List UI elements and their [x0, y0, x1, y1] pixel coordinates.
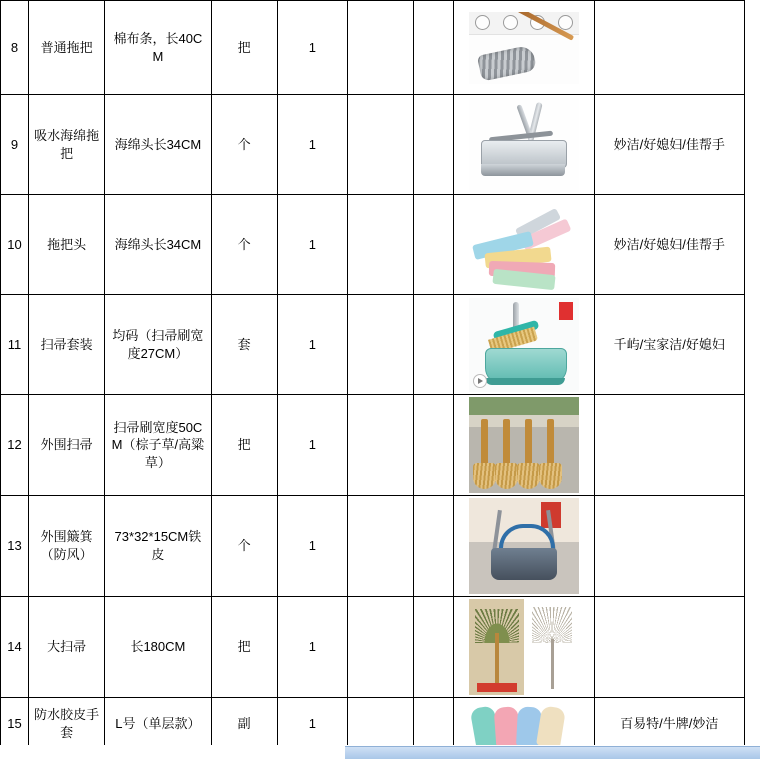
row-image-cell	[454, 597, 594, 698]
toolbar-icon-2	[503, 15, 518, 30]
row-spec: L号（单层款）	[105, 698, 211, 750]
large-broom-product-image	[469, 599, 579, 695]
row-name: 吸水海绵拖把	[29, 95, 105, 195]
row-col-e	[347, 1, 413, 95]
row-col-f	[414, 295, 454, 395]
row-name: 拖把头	[29, 195, 105, 295]
row-col-f	[414, 1, 454, 95]
row-col-f	[414, 195, 454, 295]
row-col-f	[414, 395, 454, 496]
row-index: 10	[1, 195, 29, 295]
broom-shape	[503, 419, 510, 467]
row-spec: 海绵头长34CM	[105, 95, 211, 195]
broom-bristles-shape	[532, 607, 572, 643]
row-image-cell	[454, 295, 594, 395]
row-image-cell	[454, 496, 594, 597]
row-qty: 1	[277, 597, 347, 698]
row-name: 外围簸箕（防风）	[29, 496, 105, 597]
row-col-f	[414, 698, 454, 750]
row-name: 扫帚套装	[29, 295, 105, 395]
mop-product-image	[469, 12, 579, 84]
row-brand: 千屿/宝家洁/好媳妇	[594, 295, 744, 395]
glove-shape	[536, 705, 566, 747]
dustpan-set-product-image	[469, 298, 579, 392]
row-brand: 百易特/牛牌/妙洁	[594, 698, 744, 750]
row-col-e	[347, 698, 413, 750]
row-brand	[594, 496, 744, 597]
row-unit: 把	[211, 597, 277, 698]
row-qty: 1	[277, 395, 347, 496]
sponge-mop-product-image	[469, 98, 579, 192]
outdoor-broom-product-image	[469, 397, 579, 493]
table-row[interactable]	[1, 1, 745, 95]
promo-tag	[559, 302, 573, 320]
broom-handle-shape	[551, 639, 554, 689]
row-qty: 1	[277, 496, 347, 597]
table-row[interactable]	[1, 95, 745, 195]
table-row[interactable]	[1, 698, 745, 750]
row-qty: 1	[277, 295, 347, 395]
broom-photo-left	[469, 599, 524, 695]
table-row[interactable]	[1, 496, 745, 597]
row-spec: 均码（扫帚刷宽度27CM）	[105, 295, 211, 395]
row-image-cell	[454, 698, 594, 750]
broom-shape	[547, 419, 554, 467]
row-qty: 1	[277, 95, 347, 195]
row-index: 9	[1, 95, 29, 195]
mop-sponge-shape	[481, 164, 565, 176]
row-col-e	[347, 395, 413, 496]
row-col-f	[414, 597, 454, 698]
row-name: 普通拖把	[29, 1, 105, 95]
row-col-e	[347, 496, 413, 597]
row-image-cell	[454, 395, 594, 496]
row-spec: 棉布条，长40CM	[105, 1, 211, 95]
row-qty: 1	[277, 195, 347, 295]
dustpan-lip-shape	[485, 378, 565, 385]
play-icon[interactable]	[473, 374, 487, 388]
windproof-dustpan-product-image	[469, 498, 579, 594]
table-row[interactable]	[1, 597, 745, 698]
row-brand: 妙洁/好媳妇/佳帮手	[594, 195, 744, 295]
row-index: 11	[1, 295, 29, 395]
row-brand	[594, 395, 744, 496]
row-unit: 个	[211, 95, 277, 195]
row-name: 大扫帚	[29, 597, 105, 698]
row-unit: 个	[211, 195, 277, 295]
broom-handle-shape	[495, 633, 499, 687]
row-index: 12	[1, 395, 29, 496]
row-col-e	[347, 95, 413, 195]
row-col-f	[414, 496, 454, 597]
photo-label-banner	[477, 683, 517, 692]
row-qty: 1	[277, 1, 347, 95]
row-index: 13	[1, 496, 29, 597]
row-col-e	[347, 195, 413, 295]
row-index: 15	[1, 698, 29, 750]
row-qty: 1	[277, 698, 347, 750]
row-brand	[594, 1, 744, 95]
row-name: 外围扫帚	[29, 395, 105, 496]
broom-photo-right	[524, 599, 579, 695]
row-spec: 长180CM	[105, 597, 211, 698]
table-row[interactable]	[1, 295, 745, 395]
row-name: 防水胶皮手套	[29, 698, 105, 750]
row-brand	[594, 597, 744, 698]
broom-shape	[525, 419, 532, 467]
row-col-f	[414, 95, 454, 195]
row-image-cell	[454, 195, 594, 295]
rubber-gloves-product-image	[469, 701, 579, 747]
mop-head-shape	[477, 44, 537, 81]
row-unit: 把	[211, 395, 277, 496]
status-bar[interactable]	[345, 746, 760, 759]
row-image-cell	[454, 95, 594, 195]
row-spec: 扫帚刷宽度50CM（棕子草/高粱草）	[105, 395, 211, 496]
row-unit: 个	[211, 496, 277, 597]
mop-head-product-image	[469, 198, 579, 292]
row-col-e	[347, 597, 413, 698]
row-brand: 妙洁/好媳妇/佳帮手	[594, 95, 744, 195]
row-image-cell	[454, 1, 594, 95]
row-unit: 把	[211, 1, 277, 95]
dustpan-body-shape	[491, 548, 557, 580]
row-unit: 套	[211, 295, 277, 395]
row-col-e	[347, 295, 413, 395]
table-row[interactable]	[1, 395, 745, 496]
row-spec: 73*32*15CM铁皮	[105, 496, 211, 597]
row-index: 8	[1, 1, 29, 95]
row-unit: 副	[211, 698, 277, 750]
broom-shape	[481, 419, 488, 467]
row-index: 14	[1, 597, 29, 698]
toolbar-icon-1	[475, 15, 490, 30]
table-row[interactable]	[1, 195, 745, 295]
row-spec: 海绵头长34CM	[105, 195, 211, 295]
